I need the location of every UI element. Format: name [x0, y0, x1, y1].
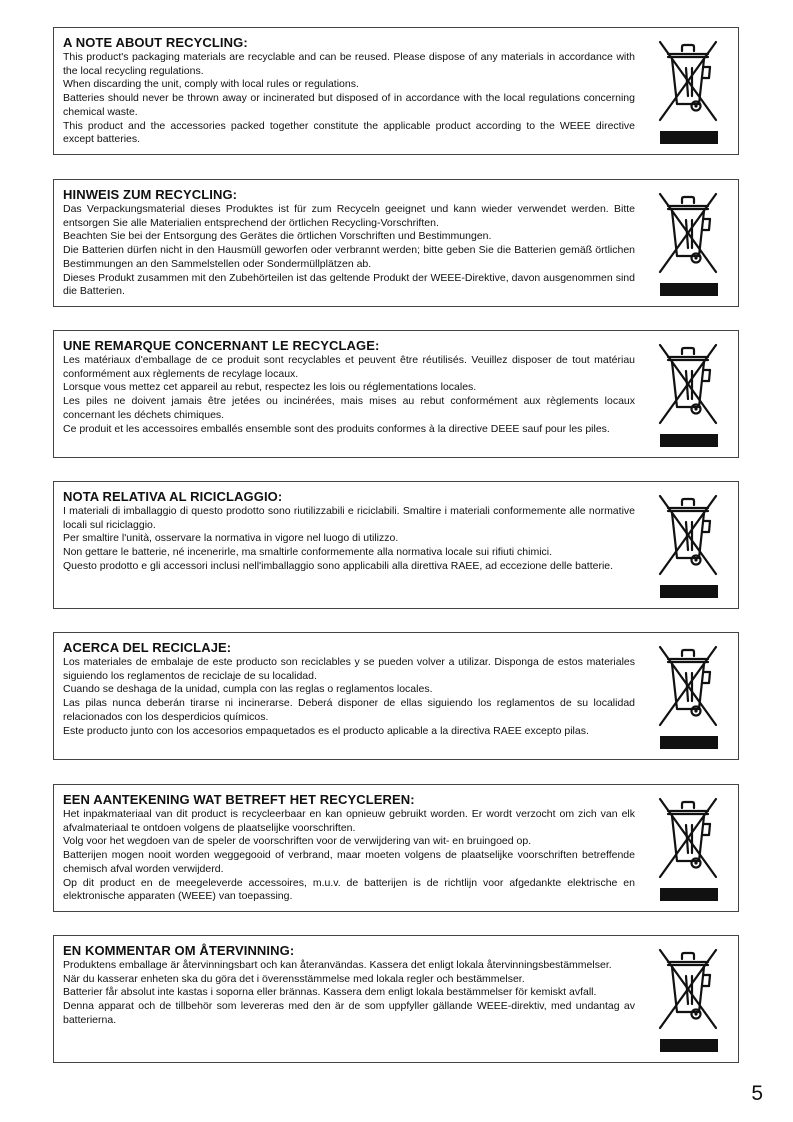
weee-black-bar: [660, 1039, 718, 1052]
notice-paragraph: Batterier får absolut inte kastas i soporna eller brännas. Kassera dem enligt lokala bestämmelser för kemiskt avfall.: [63, 986, 597, 999]
weee-black-bar: [660, 434, 718, 447]
crossed-out-wheelie-bin-icon: [656, 38, 720, 146]
notice-paragraph: När du kasserar enheten ska du göra det i överensstämmelse med lokala regler och bestämmelser.: [63, 972, 525, 985]
notice-paragraph: This product and the accessories packed together constitute the applicable product according to the WEEE directive except batteries.: [63, 119, 635, 146]
weee-black-bar: [660, 888, 718, 901]
notice-paragraph: Cuando se deshaga de la unidad, cumpla con las reglas o reglamentos locales.: [63, 683, 433, 696]
notice-paragraph: Beachten Sie bei der Entsorgung des Gerätes die örtlichen Vorschriften und Bestimmungen.: [63, 230, 492, 243]
crossed-out-wheelie-bin-icon: [656, 946, 720, 1054]
notice-paragraph: This product's packaging materials are recyclable and can be reused. Please dispose of any materials in accordance with the local recycling regulations.: [63, 51, 635, 77]
notice-paragraph: Op dit product en de meegeleverde accessoires, m.u.v. de batterijen is de richtlijn voor afgedankte elektrische en elektronische apparaten (WEEE) van toepassing.: [63, 876, 635, 903]
notice-paragraph: When discarding the unit, comply with local rules or regulations.: [63, 78, 359, 91]
notice-paragraph: Les matériaux d'emballage de ce produit sont recyclables et peuvent être réutilisés. Veuillez disposer de tout matériau conformément aux règlements de recylage locaux.: [63, 354, 635, 380]
notice-paragraph: Per smaltire l'unità, osservare la normativa in vigore nel luogo di utilizzo.: [63, 532, 399, 545]
crossed-out-wheelie-bin-icon: [656, 492, 720, 600]
recycling-notice-box: [53, 935, 739, 1063]
notice-text: [63, 338, 635, 436]
notice-paragraph: Volg voor het wegdoen van de speler de voorschriften voor de verwijdering van wit- en bruingoed op.: [63, 835, 532, 848]
notice-paragraph: Die Batterien dürfen nicht in den Hausmüll geworfen oder verbrannt werden; bitte geben Sie die Batterien gemäß örtlichen Bestimmungen an den Sammelstellen oder Sondermüllplätzen ab.: [63, 244, 635, 270]
notice-paragraph: Los materiales de embalaje de este producto son reciclables y se pueden volver a utilizar. Disponga de estos materiales siguiendo los reglamentos de reciclaje de su localidad.: [63, 656, 635, 682]
notice-heading: NOTA RELATIVA AL RICICLAGGIO:: [63, 489, 283, 504]
notice-paragraph: Das Verpackungsmaterial dieses Produktes ist für zum Recyceln geeignet und kann wieder verwendet werden. Bitte entsorgen Sie alle Materialien entsprechend der örtlichen Recycling-Vorschriften.: [63, 203, 635, 229]
recycling-notice-box: [53, 632, 739, 760]
notice-text: [63, 489, 635, 574]
notice-paragraph: Les piles ne doivent jamais être jetées ou incinérées, mais mises au rebut conformément aux règlements locaux concernant les déchets chimiques.: [63, 395, 635, 421]
notice-heading: HINWEIS ZUM RECYCLING:: [63, 187, 238, 202]
notice-paragraph: Non gettare le batterie, né incenerirle, ma smaltirle conformemente alla normativa locale sui rifiuti chimici.: [63, 546, 553, 559]
notice-paragraph: Het inpakmateriaal van dit product is recycleerbaar en kan opnieuw gebruikt worden. Er wordt verzocht om zich van elk afvalmateriaal te ontdoen volgens de plaatselijke voorschriften.: [63, 808, 635, 834]
crossed-out-wheelie-bin-icon: [656, 643, 720, 751]
weee-black-bar: [660, 736, 718, 749]
notice-text: [63, 792, 635, 904]
recycling-notice-box: [53, 27, 739, 155]
notice-heading: A NOTE ABOUT RECYCLING:: [63, 35, 248, 50]
notice-paragraph: Questo prodotto e gli accessori inclusi nell'imballaggio sono applicabili alla direttiva RAEE, ad eccezione delle batterie.: [63, 559, 614, 572]
crossed-out-wheelie-bin-icon: [656, 190, 720, 298]
notice-paragraph: Lorsque vous mettez cet appareil au rebut, respectez les lois ou réglementations locales.: [63, 381, 477, 394]
notice-heading: EEN AANTEKENING WAT BETREFT HET RECYCLEREN:: [63, 792, 415, 807]
notice-paragraph: Denna apparat och de tillbehör som levereras med den är de som uppfyller gällande WEEE-direktiv, med undantag av batterierna.: [63, 1000, 635, 1026]
recycling-notice-box: [53, 481, 739, 609]
notice-paragraph: Batteries should never be thrown away or incinerated but disposed of in accordance with the local regulations concerning chemical waste.: [63, 92, 635, 118]
notice-text: [63, 943, 635, 1028]
notice-paragraph: Las pilas nunca deberán tirarse ni incinerarse. Deberá disponer de ellas siguiendo los reglamentos de su localidad relacionados con los desperdicios químicos.: [63, 697, 635, 723]
recycling-notice-box: [53, 784, 739, 912]
crossed-out-wheelie-bin-icon: [656, 341, 720, 449]
notice-paragraph: I materiali di imballaggio di questo prodotto sono riutilizzabili e riciclabili. Smaltire i materiali conformemente alle normative locali sul riciclaggio.: [63, 505, 635, 531]
notice-heading: UNE REMARQUE CONCERNANT LE RECYCLAGE:: [63, 338, 380, 353]
notice-paragraph: Dieses Produkt zusammen mit den Zubehörteilen ist das geltende Produkt der WEEE-Direktive, davon ausgenommen sind die Batterien.: [63, 271, 635, 298]
notice-paragraph: Batterijen mogen nooit worden weggegooid of verbrand, maar moeten volgens de plaatselijke voorschriften betreffende chemisch afval worden verwijderd.: [63, 849, 635, 875]
notice-heading: ACERCA DEL RECICLAJE:: [63, 640, 232, 655]
notice-text: [63, 187, 635, 299]
notice-text: [63, 640, 635, 738]
notice-paragraph: Este producto junto con los accesorios empaquetados es el producto aplicable a la directiva RAEE excepto pilas.: [63, 724, 589, 737]
notice-paragraph: Produktens emballage är återvinningsbart och kan återanvändas. Kassera det enligt lokala återvinningsbestämmelser.: [63, 959, 612, 971]
weee-black-bar: [660, 131, 718, 144]
recycling-notice-box: [53, 179, 739, 307]
crossed-out-wheelie-bin-icon: [656, 795, 720, 903]
weee-black-bar: [660, 585, 718, 598]
recycling-notice-box: [53, 330, 739, 458]
notice-paragraph: Ce produit et les accessoires emballés ensemble sont des produits conformes à la directive DEEE sauf pour les piles.: [63, 422, 610, 435]
weee-black-bar: [660, 283, 718, 296]
notice-text: [63, 35, 635, 147]
notice-heading: EN KOMMENTAR OM ÅTERVINNING:: [63, 943, 295, 958]
page-number: 5: [751, 1082, 763, 1105]
